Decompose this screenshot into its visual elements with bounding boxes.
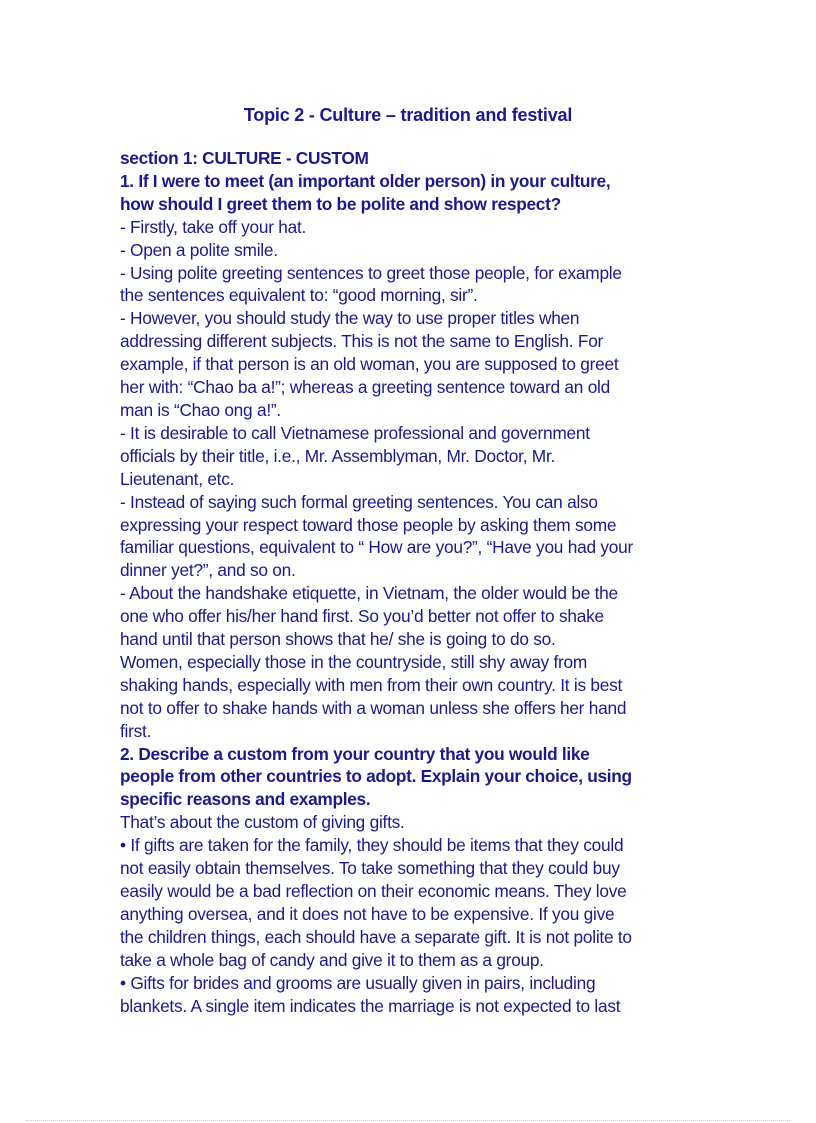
answer-line: one who offer his/her hand first. So you’d better not offer to shake	[120, 606, 604, 627]
answer-line: - However, you should study the way to use proper titles when	[120, 308, 580, 329]
answer-line: • Gifts for brides and grooms are usually given in pairs, including	[120, 972, 596, 993]
answer-line: not easily obtain themselves. To take something that they could buy	[120, 858, 620, 879]
page-bottom-divider	[26, 1120, 790, 1122]
page-title: Topic 2 - Culture – tradition and festival	[243, 105, 573, 125]
answer-line: man is “Chao ong a!”.	[120, 399, 281, 420]
answer-line: - About the handshake etiquette, in Vietnam, the older would be the	[120, 583, 618, 604]
answer-line: That’s about the custom of giving gifts.	[120, 812, 405, 833]
question-line: how should I greet them to be polite and show respect?	[120, 193, 561, 214]
question-line: people from other countries to adopt. Explain your choice, using	[120, 766, 632, 787]
question-line: specific reasons and examples.	[120, 789, 371, 810]
answer-line: - It is desirable to call Vietnamese professional and government	[120, 422, 590, 443]
answer-line: blankets. A single item indicates the marriage is not expected to last	[120, 995, 621, 1016]
answer-line: first.	[120, 720, 152, 741]
answer-line: dinner yet?”, and so on.	[120, 560, 296, 581]
answer-line: - Open a polite smile.	[120, 239, 278, 260]
answer-line: familiar questions, equivalent to “ How are you?”, “Have you had your	[120, 537, 633, 558]
answer-line: Women, especially those in the countryside, still shy away from	[120, 651, 588, 672]
answer-line: officials by their title, i.e., Mr. Assemblyman, Mr. Doctor, Mr.	[120, 445, 556, 466]
answer-line: not to offer to shake hands with a woman unless she offers her hand	[120, 697, 627, 718]
answer-line: - Instead of saying such formal greeting sentences. You can also	[120, 491, 598, 512]
answer-line: Lieutenant, etc.	[120, 468, 235, 489]
answer-line: expressing your respect toward those people by asking them some	[120, 514, 617, 535]
answer-line: hand until that person shows that he/ she is going to do so.	[120, 629, 556, 650]
answer-line: anything oversea, and it does not have to be expensive. If you give	[120, 903, 615, 924]
document-body	[120, 147, 710, 1017]
answer-line: easily would be a bad reflection on their economic means. They love	[120, 881, 627, 901]
answer-1	[120, 216, 710, 743]
answer-line: - Firstly, take off your hat.	[120, 216, 307, 237]
answer-line: shaking hands, especially with men from their own country. It is best	[120, 674, 623, 695]
answer-line: • If gifts are taken for the family, they should be items that they could	[120, 835, 624, 856]
question-2	[120, 743, 710, 812]
section-heading: section 1: CULTURE - CUSTOM	[120, 148, 369, 168]
answer-line: example, if that person is an old woman, you are supposed to greet	[120, 354, 619, 375]
question-1	[120, 170, 710, 216]
question-line: 2. Describe a custom from your country that you would like	[120, 743, 590, 764]
answer-line: take a whole bag of candy and give it to them as a group.	[120, 949, 544, 970]
answer-2	[120, 811, 710, 1017]
answer-line: - Using polite greeting sentences to greet those people, for example	[120, 262, 622, 283]
answer-line: addressing different subjects. This is not the same to English. For	[120, 331, 604, 352]
question-line: 1. If I were to meet (an important older person) in your culture,	[120, 170, 611, 191]
answer-line: the children things, each should have a separate gift. It is not polite to	[120, 926, 632, 947]
answer-line: her with: “Chao ba a!”; whereas a greeting sentence toward an old	[120, 377, 611, 398]
answer-line: the sentences equivalent to: “good morning, sir”.	[120, 285, 478, 306]
